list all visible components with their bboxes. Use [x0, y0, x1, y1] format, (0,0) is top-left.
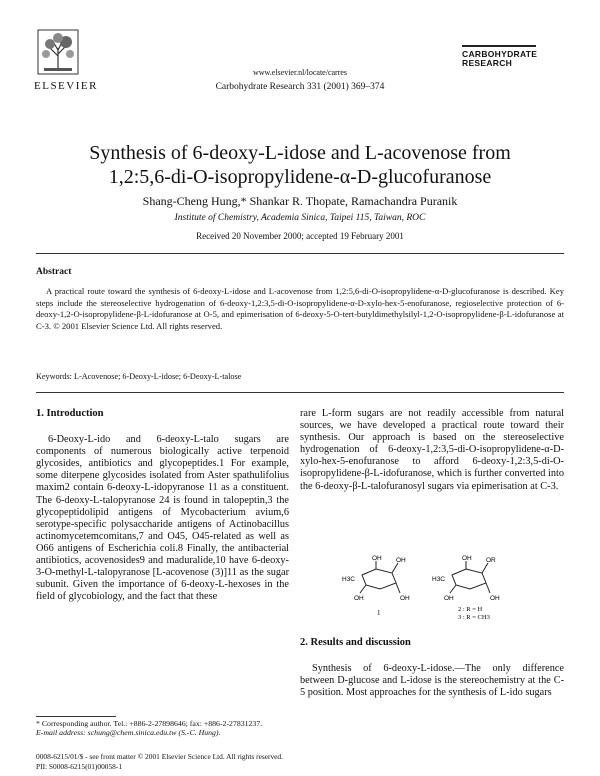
chemical-structures	[340, 553, 540, 621]
structure-label-3: 3 : R = CH3	[458, 614, 490, 621]
structure-label-1: 1	[377, 609, 381, 617]
h3c-label: H3C	[342, 576, 356, 583]
oh-label: OH	[372, 555, 382, 562]
footnote-corresponding: * Corresponding author. Tel.: +886-2-27898646; fax: +886-2-27831237.	[36, 719, 263, 728]
oh-label: OH	[396, 557, 406, 564]
footer-copyright: 0008-6215/01/$ - see front matter © 2001 Elsevier Science Ltd. All rights reserved.	[36, 752, 283, 761]
publisher-name: ELSEVIER	[34, 80, 98, 92]
journal-logo-bar	[462, 45, 536, 47]
oh-label: OH	[400, 595, 410, 602]
footnote	[36, 719, 289, 737]
footnote-email[interactable]: E-mail address: schung@chem.sinica.edu.tw (S.-C. Hung).	[36, 728, 221, 738]
h3c-label: H3C	[432, 576, 446, 583]
oh-label: OH	[490, 595, 500, 602]
authors: Shang-Cheng Hung,* Shankar R. Thopate, Ramachandra Puranik	[142, 194, 458, 208]
section-heading-results: 2. Results and discussion	[300, 637, 411, 648]
divider-top	[36, 253, 564, 254]
journal-logo	[462, 50, 537, 68]
left-column	[36, 408, 289, 603]
footnote-rule	[36, 716, 116, 717]
keywords: Keywords: L-Acovenose; 6-Deoxy-L-idose; 6-Deoxy-L-talose	[36, 372, 242, 381]
intro-continuation: rare L-form sugars are not readily accessible from natural sources, we have developed a practical route toward their synthesis. Our approach is based on the stereoselective hydrogenation of 6-deoxy-1,2:3,5-di-O-isopropylidene-α-D-xylo-hex-5-enofuranose to afford 6-deoxy-1,2:3,5-di-O-isopropylidene-β-L-idofuranose, which is further converted into the 6-deoxy-β-L-talofuranosyl sugars via epimerisation at C-3.	[300, 408, 564, 492]
received-dates: Received 20 November 2000; accepted 19 February 2001	[196, 231, 404, 241]
divider-bottom	[36, 392, 564, 393]
structure-label-2: 2 : R = H	[458, 606, 483, 613]
right-column	[300, 408, 564, 493]
journal-citation: Carbohydrate Research 331 (2001) 369–374	[215, 82, 385, 92]
or-label: OR	[486, 557, 496, 564]
footer-pii: PII: S0008-6215(01)00058-1	[36, 762, 123, 771]
abstract-text: A practical route toward the synthesis of 6-deoxy-L-idose and L-acovenose from 1,2:5,6-di-O-isopropylidene-α-D-glucofuranose is described. Key steps include the stereoselective hydrogenation of 6-deoxy-1,2:3,5-di-O-isopropylidene-α-D-xylo-hex-5-enofuranose, regioselective protection of 6-deoxy-1,2-O-isopropylidene-β-L-idofuranose at O-5, and epimerisation of 6-deoxy-5-O-tert-butyldimethylsilyl-1,2-O-isopropylidene-β-L-idofuranose at C-3. © 2001 Elsevier Science Ltd. All rights reserved.	[36, 286, 564, 331]
section-heading-intro: 1. Introduction	[36, 408, 104, 419]
journal-logo-line2: RESEARCH	[462, 58, 513, 68]
intro-paragraph: 6-Deoxy-L-ido and 6-deoxy-L-talo sugars are components of numerous biologically active terpenoid glycosides, antibiotics and glycopeptides.1 For example, some diterpene glycosides isolated from Aster spathulifolius maxim2 contain 6-deoxy-L-idopyranose 11 as a constituent. The 6-deoxy-L-talopyranose 24 is found in talopeptin,3 the glycopeptidolipid antigens of Mycobacterium avium,6 serotype-specific polysaccharide antigens of Actinobacillus actinomycetemcomitans,7 and O45, O45-related as well as O66 antigens of Escherichia coli.8 Finally, the antibacterial antibiotics, acovenosides9 and maduralide,10 have 6-deoxy-3-O-methyl-L-talopyranose [L-acovenose (3)]11 as the sugar subunit. Given the importance of 6-deoxy-L-hexoses in the field of glycobiology, and the fact that these	[36, 434, 289, 603]
journal-url[interactable]: www.elsevier.nl/locate/carres	[252, 68, 348, 77]
results-paragraph: Synthesis of 6-deoxy-L-idose.—The only difference between D-glucose and L-idose is the stereochemistry at the C-5 position. Most approaches for the synthesis of L-ido sugars	[300, 663, 564, 699]
oh-label: OH	[462, 555, 472, 562]
article-title	[20, 141, 580, 189]
oh-label: OH	[354, 595, 364, 602]
journal-logo-line1: CARBOHYDRATE	[462, 49, 538, 59]
affiliation: Institute of Chemistry, Academia Sinica, Taipei 115, Taiwan, ROC	[174, 213, 426, 223]
abstract-heading: Abstract	[36, 267, 72, 277]
page-footer	[36, 752, 596, 772]
title-line-1: Synthesis of 6-deoxy-L-idose and L-acovenose from	[89, 142, 511, 164]
oh-label: OH	[444, 595, 454, 602]
title-line-2: 1,2:5,6-di-O-isopropylidene-α-D-glucofuranose	[108, 166, 492, 188]
